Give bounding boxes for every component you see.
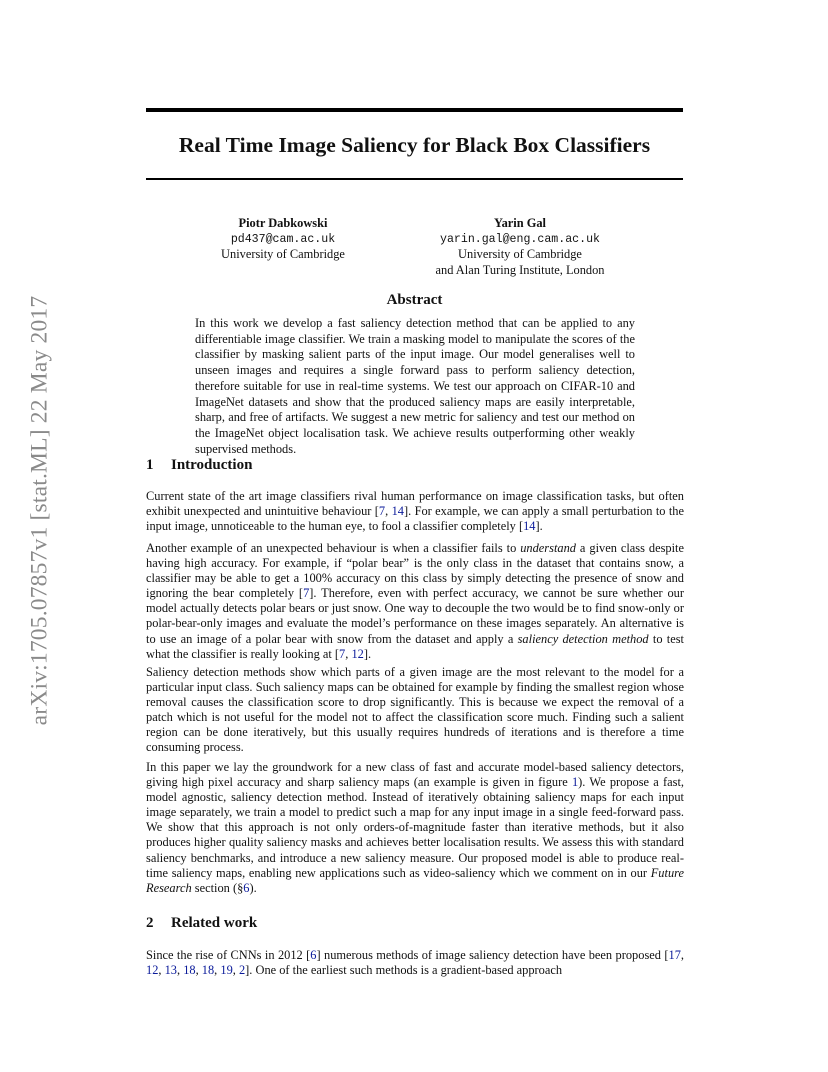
- citation-link[interactable]: 13: [164, 963, 177, 978]
- text-run: ]. One of the earliest such methods is a gradient-based approach: [245, 963, 563, 978]
- citation-link[interactable]: 14: [523, 519, 536, 534]
- emphasis: Future Research: [146, 865, 684, 895]
- author-block: [200, 216, 366, 263]
- arxiv-identifier-text: arXiv:1705.07857v1 [stat.ML] 22 May 2017: [26, 295, 53, 725]
- abstract-text: In this work we develop a fast saliency detection method that can be applied to any differentiable image classifier. We train a masking model to manipulate the scores of the classifier by masking salient parts of the input image. Our model generalises well to unseen images and requires a single forward pass to perform saliency detection, therefore suitable for use in real-time systems. We test our approach on CIFAR-10 and ImageNet datasets and show that the produced saliency maps are easily interpretable, sharp, and free of artifacts. We suggest a new metric for saliency and test our method on the ImageNet object localisation task. We achieve results outperforming other weakly supervised methods.: [195, 316, 635, 456]
- text-run: Current state of the art image classifiers rival human performance on image classification tasks, but often exhibit unexpected and unintuitive behaviour [: [146, 489, 684, 519]
- text-run: ].: [363, 646, 372, 661]
- section-link[interactable]: 6: [243, 880, 250, 895]
- title-rule-top: [146, 108, 683, 112]
- emphasis: saliency detection method: [517, 631, 649, 646]
- text-run: ,: [176, 963, 184, 978]
- emphasis: understand: [520, 541, 576, 555]
- text-run: ). We propose a fast, model agnostic, saliency detection method. Instead of iteratively obtaining saliency maps for each input image separately, we train a model to predict such a map for any input image in a single feed-forward pass. We show that this approach is not only orders-of-magnitude faster than iterative methods, but it also produces higher quality saliency masks and achieves better localisation results. We assess this with standard saliency benchmarks, and introduce a new saliency measure. Our proposed model is able to produce real-time saliency maps, enabling new applications such as video-saliency which we comment on in our: [146, 775, 685, 880]
- text-run: Another example of an unexpected behaviour is when a classifier fails to: [146, 541, 521, 555]
- author-affiliation: University of Cambridge: [221, 247, 345, 262]
- citation-link[interactable]: 18: [201, 963, 215, 978]
- author-name: Yarin Gal: [494, 216, 546, 230]
- citation-link[interactable]: 12: [146, 963, 159, 978]
- text-run: ]. Therefore, even with perfect accuracy, we cannot be sure whether our model actually detects polar bears or just snow. One way to decouple the two would be to find snow-only or polar-bear-only images and evaluate the model’s performance on these images separately. An alternative is to use an image of a polar bear with snow from the dataset and apply a: [146, 586, 685, 646]
- citation-link[interactable]: 6: [310, 948, 317, 962]
- author-email[interactable]: yarin.gal@eng.cam.ac.uk: [439, 232, 601, 246]
- text-run: ).: [249, 880, 257, 895]
- text-run: ]. For example, we can apply a small perturbation to the input image, unnoticeable to the human eye, to fool a classifier completely [: [146, 504, 684, 534]
- text-run: ,: [158, 963, 165, 978]
- text-run: ].: [535, 519, 543, 534]
- text-run: ,: [232, 963, 239, 978]
- citation-link[interactable]: 12: [351, 646, 364, 661]
- section-title: Introduction: [171, 457, 253, 473]
- citation-link[interactable]: 14: [391, 504, 404, 519]
- text-run: In this paper we lay the groundwork for a new class of fast and accurate model-based saliency detectors, giving high pixel accuracy and sharp saliency maps (an example is given in figure: [146, 760, 684, 790]
- text-run: a given class despite having high accuracy. For example, if “polar bear” is the only class in the dataset that contains snow, a classifier may be able to get a 100% accuracy on this class by simply detecting the presence of snow and ignoring the bear completely [: [146, 541, 684, 601]
- citation-link[interactable]: 18: [183, 963, 196, 978]
- text-run: ,: [345, 646, 352, 661]
- related-paragraph-1: [146, 948, 684, 978]
- text-run: ,: [680, 948, 684, 962]
- title-rule-bottom: [146, 178, 683, 180]
- arxiv-identifier: [20, 260, 60, 760]
- intro-paragraph-4: [146, 760, 684, 896]
- figure-link[interactable]: 1: [571, 775, 579, 790]
- citation-link[interactable]: 2: [238, 963, 246, 978]
- section-title: Related work: [171, 915, 258, 931]
- text-run: to test what the classifier is really looking at [: [146, 631, 684, 661]
- author-email[interactable]: pd437@cam.ac.uk: [230, 232, 336, 246]
- text-run: ,: [195, 963, 202, 978]
- text-run: section (§: [191, 880, 244, 895]
- text-run: ,: [214, 963, 221, 978]
- section-heading-introduction: [146, 455, 252, 475]
- author-affiliation-extra: and Alan Turing Institute, London: [435, 262, 605, 277]
- intro-paragraph-1: [146, 489, 684, 534]
- author-name: Piotr Dabkowski: [238, 216, 328, 230]
- text-run: Since the rise of CNNs in 2012 [: [146, 948, 311, 962]
- section-number: 1: [146, 457, 154, 473]
- intro-paragraph-3: Saliency detection methods show which parts of a given image are the most relevant to the model for a particular input class. Such saliency maps can be obtained for example by finding the smallest region whose removal causes the classification score to drop significantly. This is because we expect the removal of a patch which is not useful for the model not to affect the classification score much. Finding such a salient region can be done iteratively, but this usually requires hundreds of iterations and is therefore a time consuming process.: [146, 665, 684, 755]
- text-run: ] numerous methods of image saliency detection have been proposed [: [316, 948, 669, 962]
- text-run: ,: [385, 504, 392, 519]
- paper-title: Real Time Image Saliency for Black Box Classifiers: [178, 133, 651, 157]
- section-number: 2: [146, 915, 154, 931]
- citation-link[interactable]: 7: [303, 586, 310, 601]
- author-block: [412, 216, 628, 278]
- citation-link[interactable]: 7: [339, 646, 346, 661]
- section-heading-related-work: [146, 913, 257, 933]
- author-affiliation: University of Cambridge: [458, 247, 582, 262]
- citation-link[interactable]: 17: [668, 948, 681, 962]
- abstract-heading: Abstract: [386, 292, 443, 308]
- citation-link[interactable]: 19: [220, 963, 233, 978]
- citation-link[interactable]: 7: [378, 504, 386, 519]
- intro-paragraph-2: [146, 541, 684, 662]
